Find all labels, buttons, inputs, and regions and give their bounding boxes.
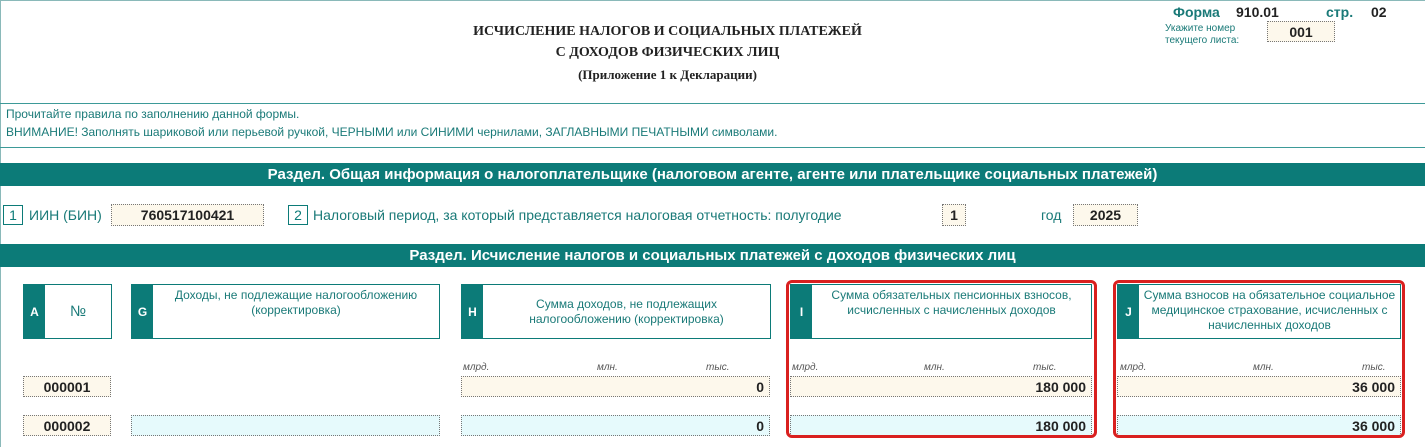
- units-ths-h: тыс.: [706, 362, 730, 373]
- sheet-number-label: Укажите номер текущего листа:: [1165, 23, 1240, 46]
- page-label: стр.: [1326, 4, 1354, 20]
- column-header-g: [131, 284, 440, 339]
- form-value: 910.01: [1236, 4, 1279, 20]
- column-label-i: Сумма обязательных пенсионных взносов, исчисленных с начисленных доходов: [831, 288, 1072, 317]
- units-ths-i: тыс.: [1033, 362, 1057, 373]
- units-bln-h: млрд.: [463, 362, 490, 373]
- iin-field-number: 1: [3, 205, 23, 225]
- form-title-line3: (Приложение 1 к Декларации): [578, 67, 757, 82]
- highlight-column-i: [786, 280, 1097, 438]
- column-letter-g: G: [132, 285, 153, 338]
- column-letter-j: J: [1118, 285, 1139, 338]
- iin-label: ИИН (БИН): [29, 207, 102, 223]
- units-ths-j: тыс.: [1362, 362, 1386, 373]
- medical-contrib-j-input[interactable]: 36 000: [1117, 415, 1401, 436]
- form-label: Форма: [1173, 4, 1220, 20]
- income-sum-h-input[interactable]: 0: [461, 376, 770, 397]
- column-letter-a: A: [24, 285, 45, 338]
- units-mln-j: млн.: [1253, 362, 1274, 373]
- page-value: 02: [1371, 4, 1387, 20]
- form-title-line2: С ДОХОДОВ ФИЗИЧЕСКИХ ЛИЦ: [555, 45, 780, 60]
- notice-line2: ВНИМАНИЕ! Заполнять шариковой или перьевой ручкой, ЧЕРНЫМИ или СИНИМИ чернилами, ЗАГЛАВНЫМИ ПЕЧАТНЫМИ символами.: [6, 125, 778, 139]
- frame-left: [0, 0, 1, 447]
- column-letter-i: I: [791, 285, 812, 338]
- year-input[interactable]: 2025: [1073, 204, 1138, 226]
- column-label-j: Сумма взносов на обязательное социальное медицинское страхование, исчисленных с начисленных доходов: [1143, 288, 1396, 332]
- units-bln-i: млрд.: [792, 362, 819, 373]
- period-input[interactable]: 1: [942, 204, 966, 226]
- column-label-g: Доходы, не подлежащие налогообложению (корректировка): [174, 288, 418, 317]
- section-calculation-title: Раздел. Исчисление налогов и социальных платежей с доходов физических лиц: [0, 244, 1425, 267]
- frame-top: [0, 0, 1425, 1]
- form-title-line1: ИСЧИСЛЕНИЕ НАЛОГОВ И СОЦИАЛЬНЫХ ПЛАТЕЖЕЙ: [473, 24, 862, 39]
- column-label-h: Сумма доходов, не подлежащих налогообложению (корректировка): [529, 296, 724, 326]
- iin-input[interactable]: 760517100421: [111, 204, 264, 226]
- income-type-g-input[interactable]: [131, 415, 440, 436]
- year-label: год: [1041, 207, 1062, 223]
- pension-contrib-i-input[interactable]: 180 000: [790, 376, 1092, 397]
- sheet-number-field[interactable]: 001: [1267, 21, 1335, 42]
- period-label: Налоговый период, за который представляется налоговая отчетность: полугодие: [313, 207, 842, 223]
- section-general-info-title: Раздел. Общая информация о налогоплательщике (налоговом агенте, агенте или плательщике социальных платежей): [0, 163, 1425, 186]
- units-mln-h: млн.: [597, 362, 618, 373]
- notice-line1: Прочитайте правила по заполнению данной формы.: [6, 107, 300, 121]
- column-header-h: [461, 284, 771, 339]
- column-header-a: [23, 284, 112, 339]
- column-label-a: №: [69, 303, 87, 320]
- income-sum-h-input[interactable]: 0: [461, 415, 770, 436]
- divider: [0, 147, 1425, 148]
- period-field-number: 2: [288, 205, 308, 225]
- row-number[interactable]: 000002: [23, 415, 111, 436]
- row-number[interactable]: 000001: [23, 376, 111, 397]
- divider: [0, 103, 1425, 104]
- highlight-column-j: [1113, 280, 1405, 438]
- units-bln-j: млрд.: [1120, 362, 1147, 373]
- column-letter-h: H: [462, 285, 483, 338]
- units-mln-i: млн.: [924, 362, 945, 373]
- pension-contrib-i-input[interactable]: 180 000: [790, 415, 1092, 436]
- medical-contrib-j-input[interactable]: 36 000: [1117, 376, 1401, 397]
